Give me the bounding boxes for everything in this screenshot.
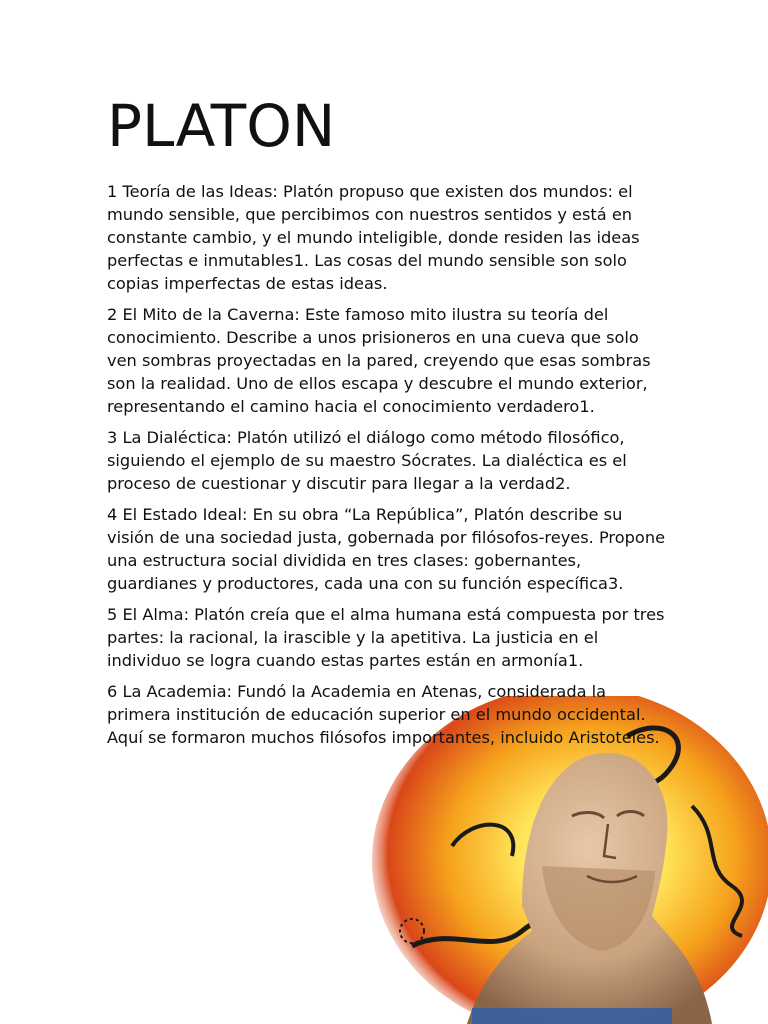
paragraph-estado-ideal: 4 El Estado Ideal: En su obra “La República”, Platón describe su visión de una sociedad justa, gobernada por filósofos-reyes. Propone una estructura social dividida en tres clases: gobernantes, guardianes y productores, cada una con su función específica3. xyxy=(107,505,666,593)
document-body xyxy=(107,180,667,757)
paragraph-caverna: 2 El Mito de la Caverna: Este famoso mito ilustra su teoría del conocimiento. Describe a unos prisioneros en una cueva que solo ven sombras proyectadas en la pared, creyendo que esas sombras son la realidad. Uno de ellos escapa y descubre el mundo exterior, representando el camino hacia el conocimiento verdadero1. xyxy=(107,305,651,416)
paragraph-academia: 6 La Academia: Fundó la Academia en Atenas, considerada la primera institución de educación superior en el mundo occidental. Aquí se formaron muchos filósofos importantes, incluido Aristoteles. xyxy=(107,682,660,747)
page-title: PLATON xyxy=(107,92,336,160)
paragraph-dialectica: 3 La Dialéctica: Platón utilizó el diálogo como método filosófico, siguiendo el ejemplo de su maestro Sócrates. La dialéctica es el proceso de cuestionar y discutir para llegar a la verdad2. xyxy=(107,428,627,493)
paragraph-alma: 5 El Alma: Platón creía que el alma humana está compuesta por tres partes: la racional, la irascible y la apetitiva. La justicia en el individuo se logra cuando estas partes están en armonía1. xyxy=(107,605,665,670)
paragraph-ideas: 1 Teoría de las Ideas: Platón propuso que existen dos mundos: el mundo sensible, que percibimos con nuestros sentidos y está en constante cambio, y el mundo inteligible, donde residen las ideas perfectas e inmutables1. Las cosas del mundo sensible son solo copias imperfectas de estas ideas. xyxy=(107,182,640,293)
